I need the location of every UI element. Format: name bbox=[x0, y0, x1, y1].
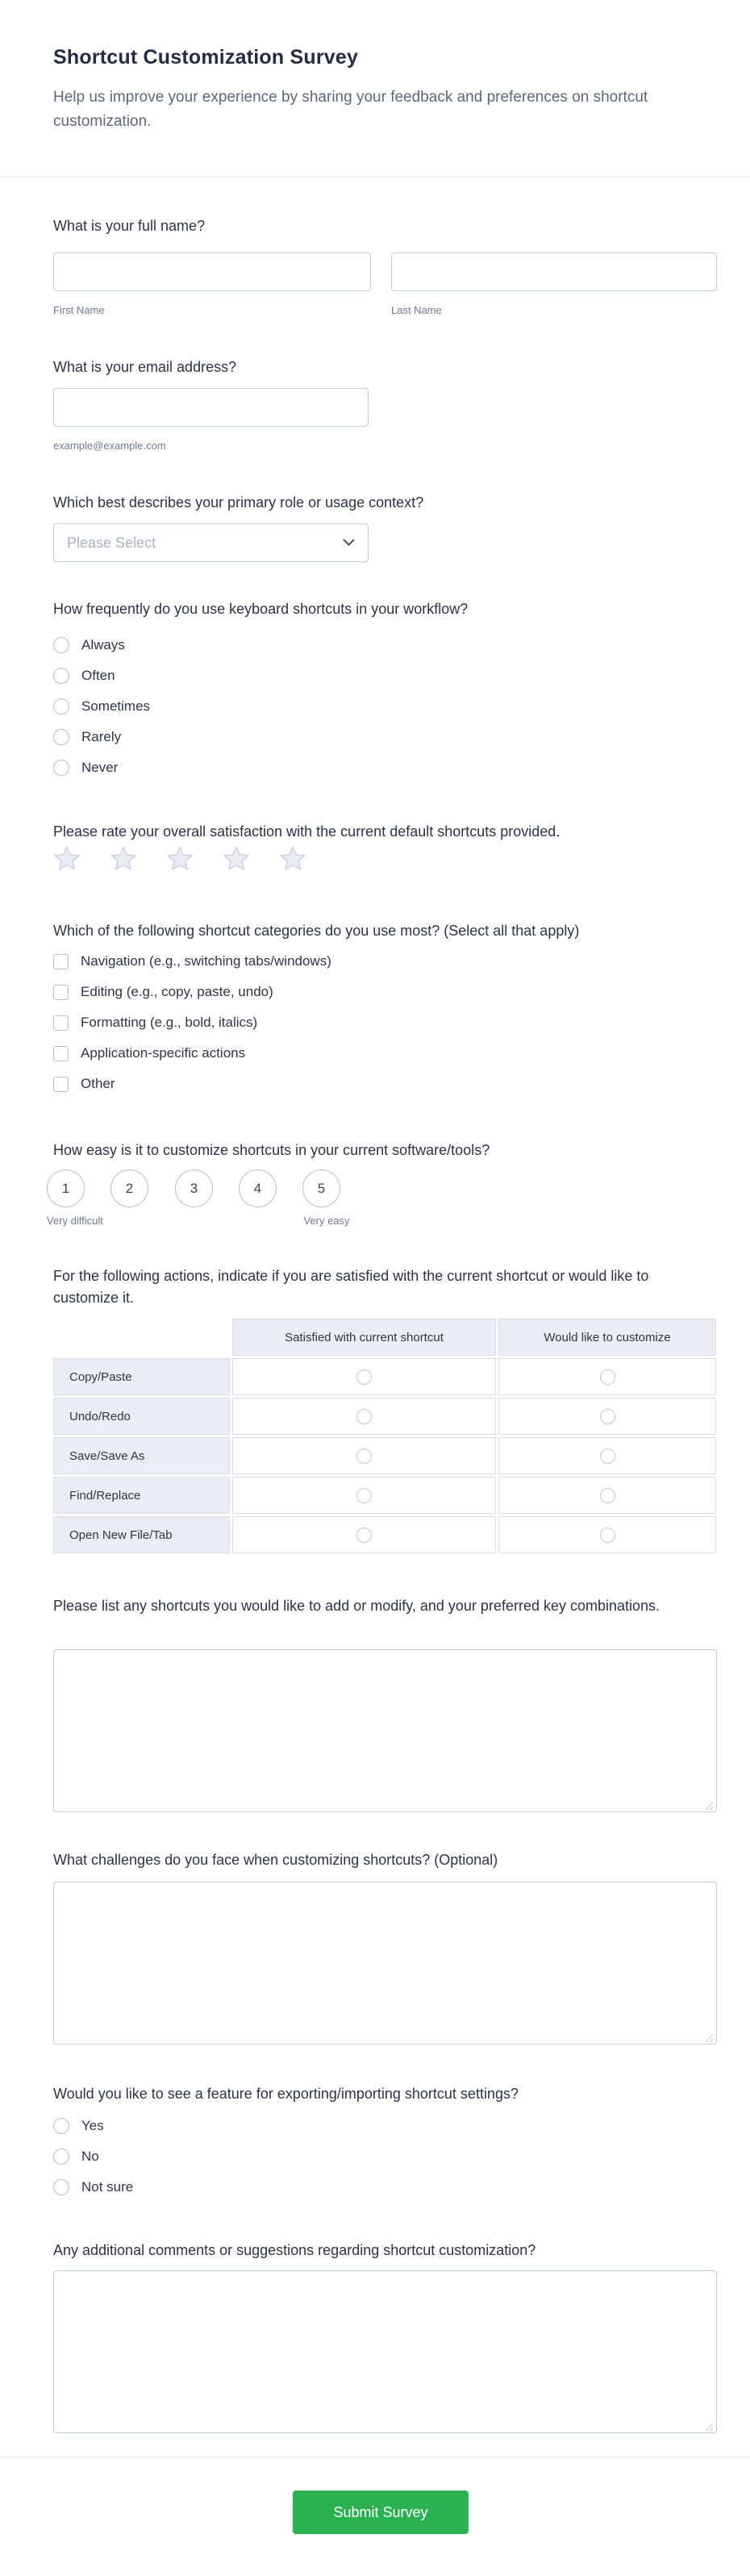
checkbox-appspecific[interactable] bbox=[53, 1046, 69, 1061]
matrix-row-label-open-new: Open New File/Tab bbox=[53, 1516, 230, 1553]
star-icon-4[interactable] bbox=[222, 844, 251, 873]
checkbox-navigation-label: Navigation (e.g., switching tabs/windows) bbox=[81, 953, 331, 969]
category-option-formatting bbox=[53, 1012, 257, 1033]
matrix-row-label-save: Save/Save As bbox=[53, 1437, 230, 1474]
checkbox-other[interactable] bbox=[53, 1077, 69, 1092]
scale-5-value: 5 bbox=[317, 1180, 326, 1196]
question-matrix-label: For the following actions, indicate if you are satisfied with the current shortcut or would like to customize it. bbox=[53, 1268, 649, 1306]
frequency-option-always bbox=[53, 635, 125, 656]
radio-often-label: Often bbox=[81, 668, 115, 683]
export-option-yes bbox=[53, 2115, 104, 2136]
question-challenges-label: What challenges do you face when customizing shortcuts? (Optional) bbox=[53, 1852, 498, 1868]
question-export-import-label: Would you like to see a feature for exporting/importing shortcut settings? bbox=[53, 2086, 519, 2102]
radio-rarely[interactable] bbox=[53, 729, 69, 745]
last-name-sublabel: Last Name bbox=[391, 304, 442, 316]
checkbox-other-label: Other bbox=[81, 1076, 115, 1091]
checkbox-editing[interactable] bbox=[53, 985, 69, 1000]
matrix-row-label-find-replace: Find/Replace bbox=[53, 1477, 230, 1514]
question-ease-label: How easy is it to customize shortcuts in your current software/tools? bbox=[53, 1142, 490, 1158]
matrix-cell-copy-paste-satisfied bbox=[232, 1358, 496, 1395]
matrix-cell-open-new-customize bbox=[498, 1516, 716, 1553]
frequency-option-often bbox=[53, 665, 115, 686]
scale-1-value: 1 bbox=[61, 1180, 70, 1196]
checkbox-appspecific-label: Application-specific actions bbox=[81, 1045, 246, 1061]
email-input[interactable] bbox=[53, 388, 369, 427]
radio-not-sure[interactable] bbox=[53, 2179, 69, 2195]
radio-sometimes[interactable] bbox=[53, 698, 69, 715]
form-title: Shortcut Customization Survey bbox=[53, 46, 359, 69]
scale-max-label: Very easy bbox=[303, 1215, 350, 1227]
checkbox-navigation[interactable] bbox=[53, 954, 69, 969]
add-modify-textarea[interactable] bbox=[53, 1649, 717, 1812]
export-option-not-sure bbox=[53, 2177, 133, 2198]
scale-min-label: Very difficult bbox=[47, 1215, 103, 1227]
scale-circle-1[interactable] bbox=[47, 1169, 85, 1207]
matrix-row-label-undo-redo: Undo/Redo bbox=[53, 1398, 230, 1435]
matrix-col-header-satisfied: Satisfied with current shortcut bbox=[232, 1319, 496, 1356]
matrix-cell-find-replace-satisfied bbox=[232, 1477, 496, 1514]
checkbox-editing-label: Editing (e.g., copy, paste, undo) bbox=[81, 984, 273, 999]
radio-sometimes-label: Sometimes bbox=[81, 698, 151, 714]
matrix-cell-undo-redo-customize bbox=[498, 1398, 716, 1435]
matrix-radio-save-satisfied[interactable] bbox=[356, 1448, 372, 1464]
category-option-navigation bbox=[53, 951, 331, 972]
category-option-appspecific bbox=[53, 1043, 245, 1064]
matrix-radio-undo-redo-satisfied[interactable] bbox=[356, 1409, 372, 1424]
radio-often[interactable] bbox=[53, 668, 69, 684]
matrix-cell-copy-paste-customize bbox=[498, 1358, 716, 1395]
question-add-modify-label: Please list any shortcuts you would like to add or modify, and your preferred key combinations. bbox=[53, 1598, 660, 1614]
matrix-col-header-customize: Would like to customize bbox=[498, 1319, 716, 1356]
radio-always[interactable] bbox=[53, 637, 69, 653]
matrix-row-label-copy-paste: Copy/Paste bbox=[53, 1358, 230, 1395]
radio-yes-label: Yes bbox=[81, 2118, 104, 2133]
radio-no-label: No bbox=[81, 2149, 99, 2164]
checkbox-formatting[interactable] bbox=[53, 1015, 69, 1031]
matrix-cell-undo-redo-satisfied bbox=[232, 1398, 496, 1435]
matrix-radio-find-replace-satisfied[interactable] bbox=[356, 1488, 372, 1503]
scale-circle-3[interactable] bbox=[175, 1169, 213, 1207]
comments-textarea[interactable] bbox=[53, 2270, 717, 2433]
matrix-radio-open-new-customize[interactable] bbox=[600, 1528, 615, 1543]
matrix-radio-copy-paste-satisfied[interactable] bbox=[356, 1369, 372, 1385]
star-icon-1[interactable] bbox=[52, 844, 81, 873]
checkbox-formatting-label: Formatting (e.g., bold, italics) bbox=[81, 1015, 258, 1030]
star-icon-2[interactable] bbox=[109, 844, 138, 873]
scale-4-value: 4 bbox=[253, 1180, 262, 1196]
frequency-option-sometimes bbox=[53, 696, 150, 717]
scale-2-value: 2 bbox=[125, 1180, 134, 1196]
first-name-sublabel: First Name bbox=[53, 304, 105, 316]
category-option-other bbox=[53, 1073, 115, 1094]
scale-circle-5[interactable] bbox=[302, 1169, 340, 1207]
export-option-no bbox=[53, 2146, 99, 2167]
star-rating bbox=[52, 844, 307, 873]
frequency-option-rarely bbox=[53, 727, 121, 748]
scale-circle-4[interactable] bbox=[239, 1169, 277, 1207]
email-sublabel: example@example.com bbox=[53, 440, 166, 452]
star-icon-5[interactable] bbox=[278, 844, 307, 873]
question-categories-label: Which of the following shortcut categories do you use most? (Select all that apply) bbox=[53, 923, 580, 939]
radio-no[interactable] bbox=[53, 2149, 69, 2165]
matrix-cell-open-new-satisfied bbox=[232, 1516, 496, 1553]
question-email-label: What is your email address? bbox=[53, 359, 237, 375]
question-frequency-label: How frequently do you use keyboard shortcuts in your workflow? bbox=[53, 601, 469, 617]
first-name-input[interactable] bbox=[53, 252, 371, 291]
matrix-cell-find-replace-customize bbox=[498, 1477, 716, 1514]
star-icon-3[interactable] bbox=[165, 844, 194, 873]
matrix-radio-find-replace-customize[interactable] bbox=[600, 1488, 615, 1503]
matrix-radio-open-new-satisfied[interactable] bbox=[356, 1528, 372, 1543]
matrix-cell-save-satisfied bbox=[232, 1437, 496, 1474]
question-comments-label: Any additional comments or suggestions regarding shortcut customization? bbox=[53, 2242, 536, 2258]
role-select[interactable] bbox=[53, 523, 369, 562]
question-satisfaction-label: Please rate your overall satisfaction with the current default shortcuts provided. bbox=[53, 823, 560, 840]
matrix-radio-save-customize[interactable] bbox=[600, 1448, 615, 1464]
challenges-textarea[interactable] bbox=[53, 1882, 717, 2045]
submit-button[interactable]: Submit Survey bbox=[293, 2491, 469, 2534]
matrix-cell-save-customize bbox=[498, 1437, 716, 1474]
radio-not-sure-label: Not sure bbox=[81, 2179, 134, 2195]
question-role-label: Which best describes your primary role or usage context? bbox=[53, 494, 424, 511]
matrix-radio-undo-redo-customize[interactable] bbox=[600, 1409, 615, 1424]
category-option-editing bbox=[53, 982, 273, 1002]
matrix-radio-copy-paste-customize[interactable] bbox=[600, 1369, 615, 1385]
chevron-down-icon bbox=[343, 539, 355, 547]
form-subtitle: Help us improve your experience by sharing your feedback and preferences on shortcut customization. bbox=[53, 89, 648, 130]
radio-yes[interactable] bbox=[53, 2118, 69, 2134]
frequency-option-never bbox=[53, 757, 118, 778]
question-full-name-label: What is your full name? bbox=[53, 218, 206, 234]
radio-always-label: Always bbox=[81, 637, 125, 652]
last-name-input[interactable] bbox=[391, 252, 717, 291]
radio-never[interactable] bbox=[53, 760, 69, 776]
scale-circle-2[interactable] bbox=[110, 1169, 148, 1207]
radio-rarely-label: Rarely bbox=[81, 729, 122, 744]
radio-never-label: Never bbox=[81, 760, 119, 775]
role-select-placeholder: Please Select bbox=[67, 534, 156, 551]
scale-3-value: 3 bbox=[190, 1180, 198, 1196]
